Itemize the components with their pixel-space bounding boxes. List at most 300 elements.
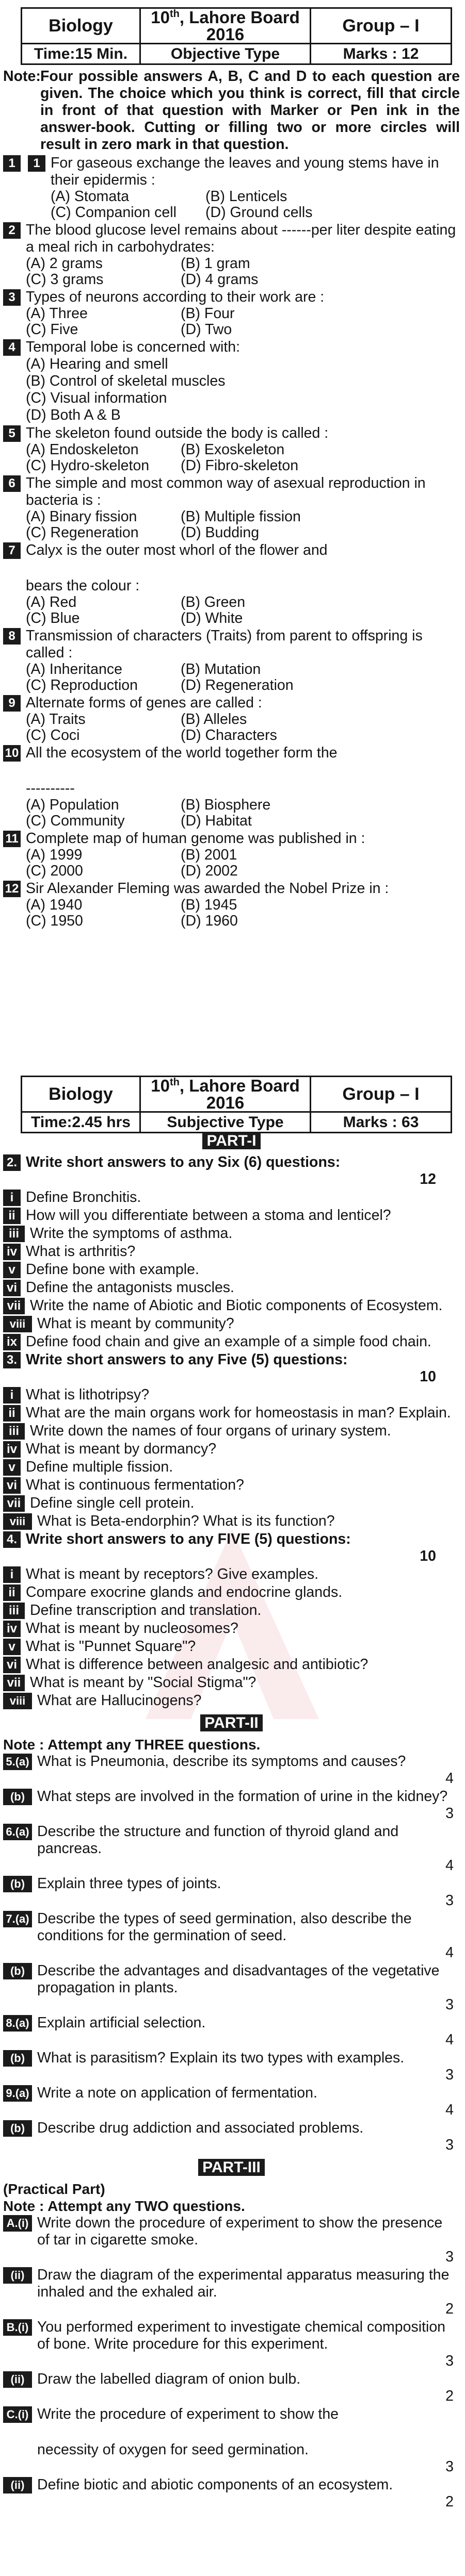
roman-badge: i [3,1387,21,1403]
question-text: Draw the labelled diagram of onion bulb. [37,2371,301,2387]
question-body [26,695,460,744]
short-question-text: What is "Punnet Square"? [26,1638,196,1655]
short-question-item [3,1423,460,1440]
short-question-item [3,1189,460,1206]
question-text: Write a note on application of fermentation. [37,2085,317,2101]
short-question-item [3,1638,460,1655]
short-question-text: Compare exocrine glands and endocrine glands. [26,1584,343,1600]
question-marks: 3 [445,1996,454,2013]
question-marks: 4 [445,1770,454,1787]
question-text: Explain artificial selection. [37,2014,206,2031]
short-question-item [3,1656,460,1673]
question-body [37,1910,460,1961]
roman-badge: vi [3,1477,21,1494]
question-stem: Calyx is the outer most whorl of the flower and [26,542,328,558]
practical-question-item [3,2371,460,2405]
question-stem: The skeleton found outside the body is called : [26,425,329,441]
question-marks: 10 [420,1548,436,1564]
options-grid [26,442,457,474]
question-number-badge: 11 [3,831,21,847]
short-question-text: What is Beta-endorphin? What is its function? [37,1513,335,1529]
roman-badge: v [3,1459,21,1476]
short-question-header [3,1154,460,1188]
option: (C) Regeneration [26,524,139,541]
short-question-text: What is meant by receptors? Give examples. [26,1566,319,1582]
option: (B) Four [181,305,235,322]
practical-question-item [3,2215,460,2266]
short-question-text: Write the symptoms of asthma. [30,1225,233,1242]
option: (D) Fibro-skeleton [181,457,299,474]
long-question-item [3,1823,460,1874]
question-text: Describe the advantages and disadvantages of the vegetative propagation in plants. [37,1962,440,1996]
question-stem: Transmission of characters (Traits) from parent to offspring is called : [26,628,423,661]
short-question-item [3,1620,460,1637]
option: (C) 2000 [26,863,83,879]
question-label-badge: C.(i) [3,2406,32,2423]
question-text: You performed experiment to investigate chemical composition of bone. Write procedure for this experiment. [37,2319,446,2352]
question-text: What steps are involved in the formation of urine in the kidney? [37,1788,448,1805]
option: (A) Inheritance [26,661,122,678]
question-number-badge: 4. [3,1531,21,1548]
question-marks: 3 [445,1805,454,1822]
practical-question-item [3,2319,460,2370]
short-question-item [3,1602,460,1619]
option: (C) 3 grams [26,271,104,288]
options-grid [51,189,457,221]
option: (C) Reproduction [26,677,138,693]
question-stem: All the ecosystem of the world together form the [26,745,338,761]
question-body [26,425,460,474]
question-body [37,1875,460,1909]
option: (D) White [181,610,243,626]
question-text: Write down the procedure of experiment to show the presence of tar in cigarette smoke. [37,2215,443,2248]
question-body [37,2050,460,2084]
short-question-text: Define bone with example. [26,1261,199,1278]
question-label-badge: 6.(a) [3,1824,32,1840]
question-number-badge: 3 [3,289,21,306]
short-question-item [3,1441,460,1458]
question-body [26,628,460,693]
marks-cell: Marks : 12 [311,44,452,64]
subject-cell: Biology [22,1077,140,1112]
roman-badge: vi [3,1280,21,1296]
question-body [37,2371,460,2405]
question-body [37,2085,460,2119]
question-body [26,542,460,626]
roman-badge: iv [3,1621,21,1637]
option: (A) Traits [26,711,86,728]
option: (A) Binary fission [26,508,137,525]
question-marks: 10 [420,1368,436,1385]
short-question-item [3,1207,460,1224]
short-question-item [3,1405,460,1422]
option: (C) Companion cell [51,204,177,221]
question-marks: 3 [445,2137,454,2153]
question-stem: Complete map of human genome was published in : [26,830,365,847]
option: (B) 2001 [181,847,237,863]
option: (A) 1999 [26,847,83,863]
options-grid [26,256,457,288]
question-number-badge: 6 [3,475,21,492]
long-question-item [3,2014,460,2049]
option: (B) Multiple fission [181,508,301,525]
options-grid [26,306,457,338]
question-number-badge: 7 [3,542,21,559]
short-question-item [3,1584,460,1601]
short-question-item [3,1243,460,1260]
option: (B) Mutation [181,661,261,678]
option: (D) Two [181,321,232,338]
roman-badge: ii [3,1584,21,1601]
option: (B) Control of skeletal muscles [26,373,226,389]
short-question-text: Define single cell protein. [30,1495,195,1511]
option: (D) 1960 [181,913,238,929]
question-number-badge: 2 [3,222,21,239]
question-heading-text: Write short answers to any Six (6) questions: [26,1154,341,1170]
question-marks: 2 [445,2494,454,2510]
roman-badge: iii [3,1423,25,1440]
question-body [37,2014,460,2049]
question-heading [26,1531,460,1565]
mcq-item [3,155,460,221]
question-text: Describe drug addiction and associated problems. [37,2120,364,2136]
short-question-text: What is meant by dormancy? [26,1441,217,1457]
subject-cell: Biology [22,8,140,44]
question-stem: The blood glucose level remains about ------per liter despite eating a meal rich in carbohydrates: [26,222,456,255]
question-label-badge: (b) [3,2120,32,2137]
roman-badge: v [3,1262,21,1278]
roman-badge: iii [3,1226,25,1242]
question-number-badge: 10 [3,745,21,762]
roman-badge: viii [3,1513,32,1530]
question-text: What is parasitism? Explain its two types with examples. [37,2050,405,2066]
options-grid [26,595,457,626]
part2-title: PART-II [3,1714,460,1732]
question-marks: 4 [445,2032,454,2048]
question-heading-text: Write short answers to any Five (5) questions: [26,1351,348,1368]
option: (C) Visual information [26,390,167,406]
long-question-item [3,2050,460,2084]
option: (A) Endoskeleton [26,441,139,458]
option: (C) Coci [26,727,80,744]
option: (A) Three [26,305,88,322]
question-body [26,289,460,338]
question-body [37,2215,460,2266]
question-marks: 2 [445,2301,454,2317]
options-grid [26,662,457,693]
question-marks: 4 [445,2102,454,2118]
type-cell: Objective Type [140,44,311,64]
option: (B) Lenticels [205,188,287,205]
question-body [26,475,460,541]
option: (C) Blue [26,610,80,626]
short-questions [3,1154,460,1709]
mcq-item [3,628,460,693]
board-cell: 10th, Lahore Board 2016 [140,8,311,44]
question-text: Draw the diagram of the experimental apparatus measuring the inhaled and the exhaled air. [37,2267,450,2300]
roman-badge: iv [3,1244,21,1260]
question-number-badge: 1 [3,155,21,172]
question-text-continued: necessity of oxygen for seed germination. [37,2441,309,2458]
short-question-item [3,1261,460,1278]
options-grid [26,797,457,829]
group-cell: Group – I [311,1077,452,1112]
short-question-item [3,1315,460,1332]
question-marks: 3 [445,1892,454,1909]
question-label-badge: (b) [3,1876,32,1892]
question-stem-continued: ---------- [26,780,75,797]
option: (A) Red [26,594,77,610]
option: (B) 1 gram [181,255,250,272]
question-label-badge: (ii) [3,2477,32,2494]
short-question-item [3,1692,460,1709]
mcq-item [3,830,460,879]
mcq-item [3,222,460,288]
question-marks: 3 [445,2067,454,2083]
question-body [26,745,460,829]
part1-title: PART-I [3,1132,460,1150]
options-grid [26,897,457,929]
question-body [37,2406,460,2475]
question-text: Describe the types of seed germination, also describe the conditions for the germination of seed. [37,1910,412,1944]
option: (D) 4 grams [181,271,259,288]
option: (B) 1945 [181,897,237,913]
option: (A) 1940 [26,897,83,913]
question-number-badge: 3. [3,1352,21,1368]
question-label-badge: B.(i) [3,2319,32,2336]
question-number-badge: 5 [3,425,21,442]
roman-badge: ix [3,1334,21,1350]
short-question-item [3,1297,460,1314]
short-question-text: What is meant by "Social Stigma"? [30,1674,256,1691]
short-question-item [3,1513,460,1530]
short-question-text: Define multiple fission. [26,1459,173,1475]
short-question-text: What is meant by nucleosomes? [26,1620,238,1637]
roman-badge: vii [3,1495,25,1512]
question-marks: 12 [420,1171,436,1187]
short-question-text: Write down the names of four organs of urinary system. [30,1423,391,1439]
short-question-text: What is lithotripsy? [26,1386,150,1403]
question-stem: Temporal lobe is concerned with: [26,339,240,355]
question-heading-text: Write short answers to any FIVE (5) questions: [26,1531,351,1547]
board-cell: 10th, Lahore Board 2016 [140,1077,311,1112]
short-question-text: What are Hallucinogens? [37,1692,202,1709]
question-text: Explain three types of joints. [37,1875,221,1892]
question-marks: 3 [445,2353,454,2369]
roman-badge: ii [3,1405,21,1422]
roman-badge: iii [3,1603,25,1619]
question-marks: 3 [445,2249,454,2265]
short-question-item [3,1333,460,1350]
mcq-item [3,425,460,474]
question-body [37,1962,460,2013]
mcq-item [3,695,460,744]
short-question-header [3,1351,460,1385]
question-stem-continued: bears the colour : [26,577,140,594]
roman-badge: viii [3,1316,32,1332]
question-body [37,2267,460,2318]
options-grid [26,847,457,879]
roman-badge: i [3,1190,21,1206]
subjective-header-table [21,1076,452,1133]
question-number-badge: 8 [3,628,21,645]
question-label-badge: A.(i) [3,2215,32,2232]
question-label-badge: (b) [3,2050,32,2067]
long-questions [3,1753,460,2154]
short-question-text: Define Bronchitis. [26,1189,141,1206]
question-body [37,1823,460,1874]
option: (C) Community [26,813,125,829]
question-body [37,2319,460,2370]
question-body [26,830,460,879]
short-question-text: What is arthritis? [26,1243,136,1260]
part3-note: Note : Attempt any TWO questions. [3,2198,245,2214]
long-question-item [3,2120,460,2154]
mcq-item [3,880,460,929]
question-label-badge: (b) [3,1789,32,1805]
time-cell: Time:2.45 hrs [22,1112,140,1133]
short-question-text: Write the name of Abiotic and Biotic components of Ecosystem. [30,1297,443,1314]
option: (A) 2 grams [26,255,103,272]
option: (A) Hearing and smell [26,356,168,372]
subjective-section [3,1132,460,2512]
question-body [26,222,460,288]
objective-section [3,68,460,930]
option: (A) Population [26,797,119,813]
short-question-text: Define the antagonists muscles. [26,1279,234,1296]
question-marks: 3 [445,2458,454,2475]
type-cell: Subjective Type [140,1112,311,1133]
option: (D) Characters [181,727,277,744]
roman-badge: ii [3,1208,21,1224]
short-question-text: Define food chain and give an example of a simple food chain. [26,1333,431,1350]
question-label-badge: 9.(a) [3,2085,32,2102]
long-question-item [3,1875,460,1909]
short-question-item [3,1674,460,1691]
question-heading [26,1154,460,1188]
short-question-text: What is meant by community? [37,1315,234,1332]
mcq-item [3,339,460,424]
short-question-text: Define transcription and translation. [30,1602,262,1619]
roman-badge: iv [3,1441,21,1458]
part2-note: Note : Attempt any THREE questions. [3,1737,261,1753]
question-body [37,1788,460,1822]
mcq-item [3,542,460,626]
marks-cell: Marks : 63 [311,1112,452,1133]
option: (B) Green [181,594,246,610]
mcq-item [3,475,460,541]
practical-questions [3,2215,460,2511]
question-body [26,339,460,424]
option: (C) Five [26,321,78,338]
roman-badge: i [3,1566,21,1583]
part3-subtitle: (Practical Part) [3,2181,105,2197]
option: (C) Hydro-skeleton [26,457,150,474]
question-number-badge: 1 [28,155,45,172]
long-question-item [3,1753,460,1787]
question-body [51,155,460,221]
short-question-item [3,1459,460,1476]
option: (D) Both A & B [26,407,121,423]
short-question-item [3,1225,460,1242]
option: (D) 2002 [181,863,238,879]
short-question-text: What is continuous fermentation? [26,1477,244,1493]
short-question-item [3,1386,460,1403]
question-number-badge: 12 [3,881,21,897]
question-body [37,2120,460,2154]
question-marks: 4 [445,1857,454,1874]
roman-badge: vii [3,1675,25,1691]
short-question-text: What is difference between analgesic and antibiotic? [26,1656,368,1673]
options-grid [26,509,457,541]
question-text: Define biotic and abiotic components of an ecosystem. [37,2476,393,2493]
question-marks: 2 [445,2388,454,2404]
long-question-item [3,2085,460,2119]
option: (D) Regeneration [181,677,294,693]
question-label-badge: (ii) [3,2267,32,2284]
question-label-badge: 5.(a) [3,1754,32,1770]
question-stem: For gaseous exchange the leaves and young stems have in their epidermis : [51,155,439,188]
blank-gap [26,559,457,577]
option: (D) Ground cells [205,204,313,221]
group-cell: Group – I [311,8,452,44]
short-question-text: What are the main organs work for homeostasis in man? Explain. [26,1405,451,1421]
blank-gap [37,2423,457,2441]
practical-question-item [3,2267,460,2318]
question-text: Describe the structure and function of thyroid gland and pancreas. [37,1823,399,1857]
mcq-item [3,289,460,338]
short-question-text: How will you differentiate between a stoma and lenticel? [26,1207,391,1224]
option: (A) Stomata [51,188,130,205]
objective-header-table [21,7,452,65]
mcq-item [3,745,460,829]
question-label-badge: 8.(a) [3,2015,32,2032]
option: (B) Biosphere [181,797,271,813]
question-body [26,880,460,929]
roman-badge: viii [3,1693,32,1709]
option: (B) Alleles [181,711,247,728]
question-stem: The simple and most common way of asexual reproduction in bacteria is : [26,475,426,508]
practical-question-item [3,2476,460,2511]
question-label-badge: (ii) [3,2371,32,2388]
question-body [37,1753,460,1787]
part3-title: PART-III [3,2159,460,2176]
short-question-item [3,1566,460,1583]
long-question-item [3,1788,460,1822]
question-marks: 4 [445,1944,454,1961]
question-text: Write the procedure of experiment to show the [37,2406,339,2422]
question-text: What is Pneumonia, describe its symptoms and causes? [37,1753,406,1770]
time-cell: Time:15 Min. [22,44,140,64]
option: (D) Budding [181,524,260,541]
question-stem: Alternate forms of genes are called : [26,695,262,711]
short-question-item [3,1495,460,1512]
question-stem: Sir Alexander Fleming was awarded the Nobel Prize in : [26,880,389,897]
options-grid [26,712,457,744]
short-question-header [3,1531,460,1565]
mcq-list [3,155,460,929]
practical-question-item [3,2406,460,2475]
question-body [37,2476,460,2511]
roman-badge: vii [3,1298,25,1314]
option: (B) Exoskeleton [181,441,285,458]
question-number-badge: 4 [3,339,21,356]
question-label-badge: (b) [3,1963,32,1979]
question-number-badge: 9 [3,695,21,712]
option: (C) 1950 [26,913,83,929]
roman-badge: v [3,1639,21,1655]
question-stem: Types of neurons according to their work are : [26,289,325,305]
